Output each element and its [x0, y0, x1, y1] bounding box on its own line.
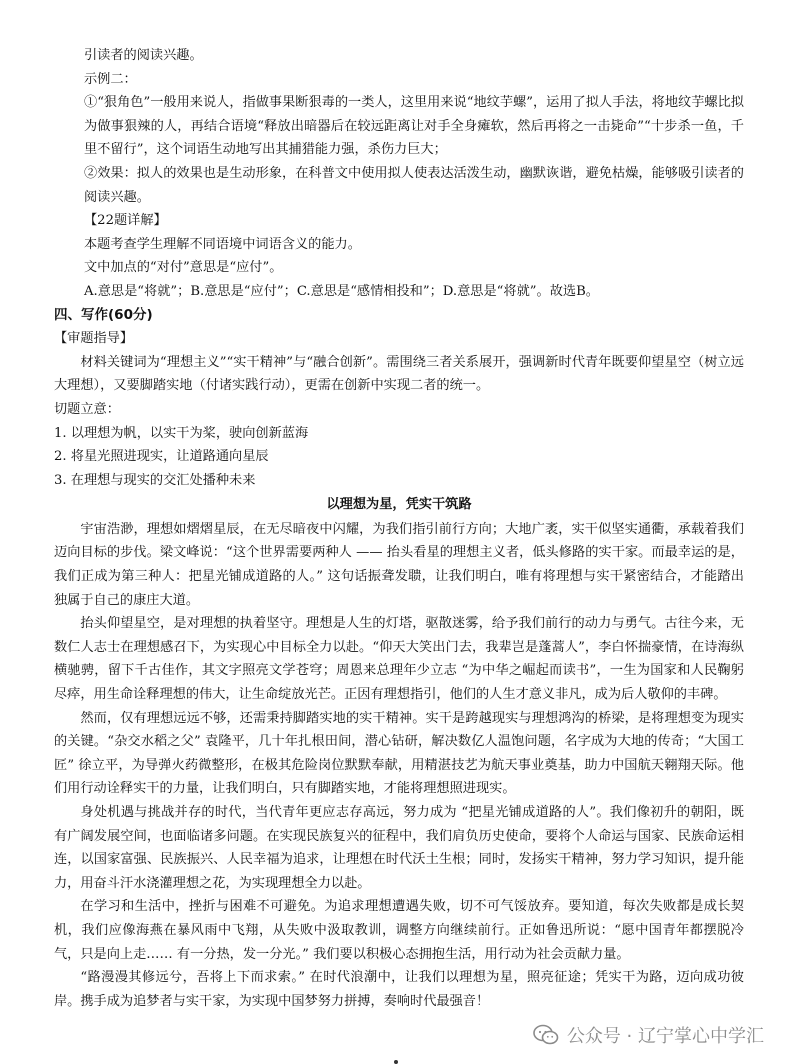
answer-point-2: ②效果：拟人的效果也是生动形象，在科普文中使用拟人使表达活泼生动，幽默诙谐，避免枯燥，能够吸引读者的阅读兴趣。: [84, 165, 744, 205]
essay-paragraph: 在学习和生活中，挫折与困难不可避免。为追求理想遭遇失败，切不可气馁放弃。要知道，每次失败都是成长契机，我们应像海燕在暴风雨中飞翔，从失败中汲取教训，调整方向继续前行。正如鲁迅所说：“愿中国青年都摆脱冷气，只是向上走…… 有一分热，发一分光。” 我们要以积极心态拥抱生活，用行动为社会贡献力量。: [54, 899, 744, 962]
example-label: 示例二：: [84, 71, 137, 87]
essay-paragraph: 身处机遇与挑战并存的时代，当代青年更应志存高远，努力成为 “把星光铺成道路的人”。我们像初升的朝阳，既有广阔发展空间，也面临诸多问题。在实现民族复兴的征程中，我们肩负历史使命，要将个人命运与国家、民族命运相连，以国家富强、民族振兴、人民幸福为追求，让理想在时代沃土生根；同时，发扬实干精神，努力学习知识，提升能力，用奋斗汗水浇灌理想之花，为实现理想全力以赴。: [54, 805, 744, 891]
point-item: 1. 以理想为帆，以实干为桨，驶向创新蓝海: [54, 425, 309, 441]
document-page: [54, 44, 744, 1013]
point-item: 3. 在理想与现实的交汇处播种未来: [54, 472, 256, 488]
answer-point-1: ①“狠角色”一般用来说人，指做事果断狠毒的一类人，这里用来说“地纹芋螺”，运用了拟人手法，将地纹芋螺比拟为做事狠辣的人，再结合语境“释放出暗器后在较远距离让对手全身瘫软，然后再将之一击毙命”“十步杀一鱼，千里不留行”，这个词语生动地写出其捕猎能力强，杀伤力巨大；: [84, 95, 744, 158]
page-marker: [394, 1060, 398, 1064]
question-detail-text: 文中加点的“对付”意思是“应付”。: [84, 260, 283, 276]
essay-paragraph: 抬头仰望星空，是对理想的执着坚守。理想是人生的灯塔，驱散迷雾，给予我们前行的动力与勇气。古往今来，无数仁人志士在理想感召下，为实现心中目标全力以赴。“仰天大笑出门去，我辈岂是蓬蒿人”，李白怀揣豪情，在诗海纵横驰骋，留下千古佳作，其文字照亮文学苍穹；周恩来总理年少立志 “为中华之崛起而读书”，一生为国家和人民鞠躬尽瘁，用生命诠释理想的伟大，让生命绽放光芒。正因有理想指引，他们的人生才意义非凡，成为后人敬仰的丰碑。: [54, 616, 744, 703]
watermark-text: 公众号 · 辽宁掌心中学汇: [566, 1026, 764, 1047]
essay-title: 以理想为星，凭实干筑路: [326, 497, 472, 513]
guide-label: 【审题指导】: [54, 331, 134, 347]
point-item: 2. 将星光照进现实，让道路通向星辰: [54, 449, 269, 465]
essay-paragraph: 然而，仅有理想远远不够，还需秉持脚踏实地的实干精神。实干是跨越现实与理想鸿沟的桥梁，是将理想变为现实的关键。“杂交水稻之父” 袁隆平，几十年扎根田间，潜心钻研，解决数亿人温饱问题，名字成为大地的传奇；“大国工匠” 徐立平，为导弹火药微整形，在极其危险岗位默默奉献，用精湛技艺为航天事业奠基，助力中国航天翱翔天际。他们用行动诠释实干的力量，让我们明白，只有脚踏实地，才能将理想照进现实。: [54, 710, 744, 797]
watermark: [533, 1022, 764, 1048]
essay-paragraph: “路漫漫其修远兮，吾将上下而求索。” 在时代浪潮中，让我们以理想为星，照亮征途；凭实干为路，迈向成功彼岸。携手成为追梦者与实干家，为实现中国梦努力拼搏，奏响时代最强音！: [54, 970, 744, 1009]
wechat-icon: [533, 1024, 559, 1046]
guide-text: 材料关键词为“理想主义”“实干精神”与“融合创新”。需围绕三者关系展开，强调新时代青年既要仰望星空（树立远大理想），又要脚踏实地（付诸实践行动），更需在创新中实现二者的统一。: [54, 354, 744, 394]
section-heading: 四、写作(60分): [54, 306, 153, 323]
question-detail-text: 本题考查学生理解不同语境中词语含义的能力。: [84, 236, 361, 252]
points-label: 切题立意：: [54, 401, 120, 417]
question-answer-options: A.意思是“将就”；B.意思是“应付”；C.意思是“感情相投和”；D.意思是“将就”。故选B。: [84, 283, 599, 299]
question-detail-label: 【22题详解】: [84, 213, 167, 229]
essay-paragraph: 宇宙浩渺，理想如熠熠星辰，在无尽暗夜中闪耀，为我们指引前行方向；大地广袤，实干似坚实通衢，承载着我们迈向目标的步伐。梁文峰说：“这个世界需要两种人 —— 抬头看星的理想主义者，低头修路的实干家。而最幸运的是，我们正成为第三种人：把星光铺成道路的人。” 这句话振聋发聩，让我们明白，唯有将理想与实干紧密结合，才能踏出独属于自己的康庄大道。: [54, 521, 744, 608]
answer-text-line: 引读者的阅读兴趣。: [84, 48, 203, 63]
